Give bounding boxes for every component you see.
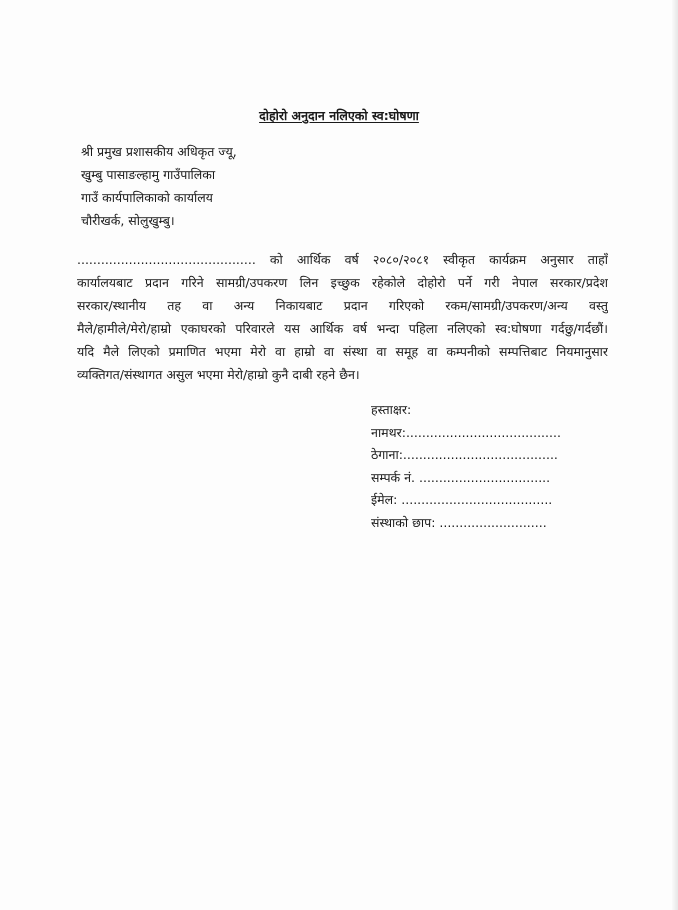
document-title	[0, 107, 678, 125]
paragraph-line: कार्यालयबाट प्रदान गरिने सामग्री/उपकरण लिन इच्छुक रहेकोले दोहोरो पर्ने गरी नेपाल सरकार/प्रदेश	[77, 275, 608, 290]
paragraph-line: व्यक्तिगत/संस्थागत असुल भएमा मेरो/हाम्रो कुनै दाबी रहने छैन।	[77, 367, 360, 382]
address-line: श्री प्रमुख प्रशासकीय अधिकृत ज्यू,	[81, 144, 237, 159]
paragraph-line: सरकार/स्थानीय तह वा अन्य निकायबाट प्रदान गरिएको रकम/सामग्री/उपकरण/अन्य वस्तु	[77, 298, 608, 313]
address-line: खुम्बु पासाङल्हामु गाउँपालिका	[81, 167, 216, 182]
organization-stamp-field: संस्थाको छाप: ...........................	[371, 514, 547, 530]
recipient-address	[81, 140, 237, 232]
address-line: चौरीखर्क, सोलुखुम्बु।	[81, 213, 175, 228]
paragraph-line: ............................................. को आर्थिक वर्ष २०८०/२०८१ स्वीकृत कार्यक्रम अनुसार ताहाँ	[77, 252, 608, 267]
page-edge-shadow	[672, 0, 678, 910]
address-line: गाउँ कार्यपालिकाको कार्यालय	[81, 190, 213, 205]
contact-number-field: सम्पर्क नं. .................................	[371, 469, 551, 485]
address-field: ठेगाना:.......................................	[371, 447, 558, 462]
signature-field: हस्ताक्षर:	[371, 402, 412, 417]
email-field: ईमेल: ......................................	[371, 492, 553, 507]
document-title-text: दोहोरो अनुदान नलिएको स्व:घोषणा	[259, 108, 419, 123]
paragraph-line: मैले/हामीले/मेरो/हाम्रो एकाघरको परिवारले यस आर्थिक वर्ष भन्दा पहिला नलिएको स्व:घोषणा गर्दछु/गर्दछौं।	[77, 321, 608, 336]
name-field: नामथर:.......................................	[371, 424, 561, 440]
signature-block	[371, 399, 561, 534]
declaration-paragraph	[77, 248, 608, 386]
paragraph-line: यदि मैले लिएको प्रमाणित भएमा मेरो वा हाम्रो वा संस्था वा समूह वा कम्पनीको सम्पत्तिबाट नियमानुसार	[77, 344, 608, 359]
